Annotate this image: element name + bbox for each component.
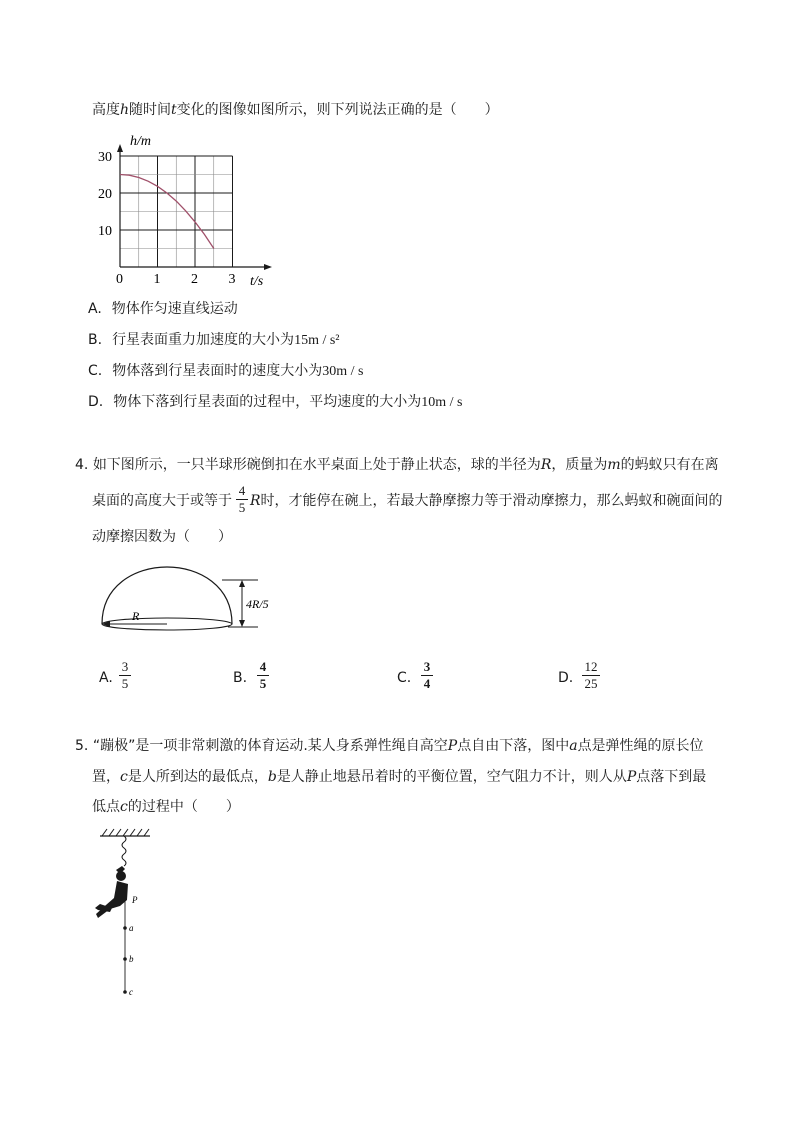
q5-line2-d: 点落下到最 bbox=[636, 769, 707, 785]
q3-stem-b: 随时间 bbox=[129, 102, 172, 118]
q3-stem-c: 变化的图像如图所示，则下列说法正确的是（ ） bbox=[176, 102, 499, 118]
option-letter: D. bbox=[558, 670, 574, 686]
option-value: 30m / s bbox=[322, 364, 364, 379]
q4-option-b[interactable] bbox=[233, 658, 313, 698]
q5-line1-b: 点自由下落，图中 bbox=[457, 738, 570, 754]
q4-number: 4. bbox=[75, 457, 89, 473]
q4-line1-b: ，质量为 bbox=[551, 457, 608, 473]
y-tick-label: 20 bbox=[98, 187, 112, 202]
option-letter: C. bbox=[88, 363, 103, 379]
point-P bbox=[123, 897, 127, 901]
q4-line2-text: 时，才能停在碗上，若最大静摩擦力等于滑动摩擦力，那么蚂蚁和碗面间的 bbox=[260, 493, 723, 509]
q5-line3 bbox=[92, 797, 240, 817]
chart-ylabel: h/m bbox=[130, 134, 151, 149]
var-c: c bbox=[120, 769, 128, 785]
y-tick-label: 30 bbox=[98, 150, 112, 165]
var-b: b bbox=[267, 769, 277, 785]
q5-line2-c: 是人静止地悬吊着时的平衡位置，空气阻力不计，则人从 bbox=[276, 769, 627, 785]
q5-line1-c: 点是弹性绳的原长位 bbox=[577, 738, 704, 754]
q3-option-d[interactable] bbox=[88, 392, 462, 413]
q3-option-b[interactable] bbox=[88, 330, 340, 351]
q3-option-a[interactable] bbox=[88, 299, 238, 319]
q3-stem-a: 高度 bbox=[92, 102, 120, 118]
x-axis-arrow bbox=[264, 264, 272, 270]
label-b: b bbox=[129, 954, 134, 964]
fraction-denominator: 4 bbox=[423, 676, 431, 691]
q4-line1-c: 的蚂蚁只有在离 bbox=[620, 457, 719, 473]
q5-line1 bbox=[75, 736, 704, 756]
bowl-dome bbox=[102, 567, 232, 624]
var-c-2: c bbox=[120, 799, 128, 815]
option-value: 10m / s bbox=[421, 395, 463, 410]
height-arrow-up bbox=[239, 580, 245, 587]
label-c: c bbox=[129, 987, 133, 997]
q5-line3-b: 的过程中（ ） bbox=[127, 799, 240, 815]
fraction-denominator: 25 bbox=[584, 676, 598, 691]
x-tick-label: 3 bbox=[228, 272, 236, 287]
x-tick-label: 1 bbox=[153, 272, 161, 287]
fig-radius-label: R bbox=[132, 609, 140, 623]
option-letter: B. bbox=[233, 670, 248, 686]
label-P: P bbox=[132, 895, 138, 905]
jumper-silhouette-icon bbox=[95, 866, 128, 918]
ceiling-hatch bbox=[102, 829, 149, 836]
var-t: t bbox=[171, 102, 177, 118]
option-fraction bbox=[119, 660, 131, 691]
q3-option-c[interactable] bbox=[88, 361, 363, 382]
fraction-numerator: 4 bbox=[259, 659, 267, 674]
q4-option-d[interactable] bbox=[558, 658, 638, 698]
fig-height-label: 4R/5 bbox=[246, 597, 269, 611]
q4-line2-a: 桌面的高度大于或等于 bbox=[92, 493, 232, 509]
option-fraction bbox=[582, 660, 600, 691]
fraction-numerator: 3 bbox=[121, 659, 129, 674]
x-tick-label: 2 bbox=[191, 272, 198, 287]
option-text: 行星表面重力加速度的大小为 bbox=[112, 332, 295, 348]
x-tick-label: 0 bbox=[116, 272, 123, 287]
fraction-denominator: 5 bbox=[121, 676, 129, 691]
height-arrow-down bbox=[239, 620, 245, 627]
var-R-2: R bbox=[250, 493, 261, 509]
q4-line3: 动摩擦因数为（ ） bbox=[92, 529, 232, 545]
hemisphere-bowl-figure bbox=[96, 562, 296, 642]
bungee-figure bbox=[90, 826, 180, 1006]
h-t-chart bbox=[90, 128, 280, 293]
q5-line3-a: 低点 bbox=[92, 799, 120, 815]
var-m: m bbox=[607, 457, 621, 473]
elastic-cord bbox=[122, 836, 126, 866]
q4-option-c[interactable] bbox=[397, 658, 477, 698]
point-b bbox=[123, 957, 127, 961]
option-text: 物体落到行星表面时的速度大小为 bbox=[112, 363, 323, 379]
option-letter: A. bbox=[88, 301, 102, 317]
var-R: R bbox=[540, 457, 552, 473]
option-letter: C. bbox=[397, 670, 412, 686]
option-fraction bbox=[421, 660, 433, 691]
fraction-numerator: 12 bbox=[584, 659, 598, 674]
var-P-2: P bbox=[626, 769, 637, 785]
option-letter: D. bbox=[88, 394, 104, 410]
option-value: 15m / s² bbox=[294, 333, 340, 348]
point-c bbox=[123, 990, 127, 994]
q5-line1-a: “蹦极”是一项非常刺激的体育运动.某人身系弹性绳自高空 bbox=[92, 738, 448, 754]
option-fraction bbox=[257, 660, 269, 691]
var-a: a bbox=[569, 738, 578, 754]
chart-xlabel: t/s bbox=[250, 274, 264, 289]
y-axis-arrow bbox=[117, 144, 123, 152]
q5-line2 bbox=[92, 767, 706, 787]
fraction-numerator: 4 bbox=[238, 483, 246, 498]
y-tick-label: 10 bbox=[98, 224, 112, 239]
var-P: P bbox=[447, 738, 458, 754]
q5-line2-b: 是人所到达的最低点， bbox=[127, 769, 268, 785]
q3-stem bbox=[92, 100, 499, 120]
var-h: h bbox=[120, 102, 130, 118]
option-letter: B. bbox=[88, 332, 103, 348]
option-text: 物体作匀速直线运动 bbox=[111, 301, 238, 317]
q4-fraction bbox=[236, 484, 248, 515]
fraction-denominator: 5 bbox=[238, 500, 246, 515]
q4-option-a[interactable] bbox=[99, 658, 179, 698]
fraction-numerator: 3 bbox=[423, 659, 431, 674]
q4-line1 bbox=[75, 455, 719, 475]
fraction-denominator: 5 bbox=[259, 676, 267, 691]
point-a bbox=[123, 926, 127, 930]
label-a: a bbox=[129, 923, 134, 933]
option-letter: A. bbox=[99, 670, 113, 686]
option-text: 物体下落到行星表面的过程中，平均速度的大小为 bbox=[113, 394, 422, 410]
q4-line2-b bbox=[250, 491, 723, 511]
q5-number: 5. bbox=[75, 738, 89, 754]
q5-line2-a: 置， bbox=[92, 769, 120, 785]
q4-line1-a: 如下图所示，一只半球形碗倒扣在水平桌面上处于静止状态，球的半径为 bbox=[92, 457, 541, 473]
